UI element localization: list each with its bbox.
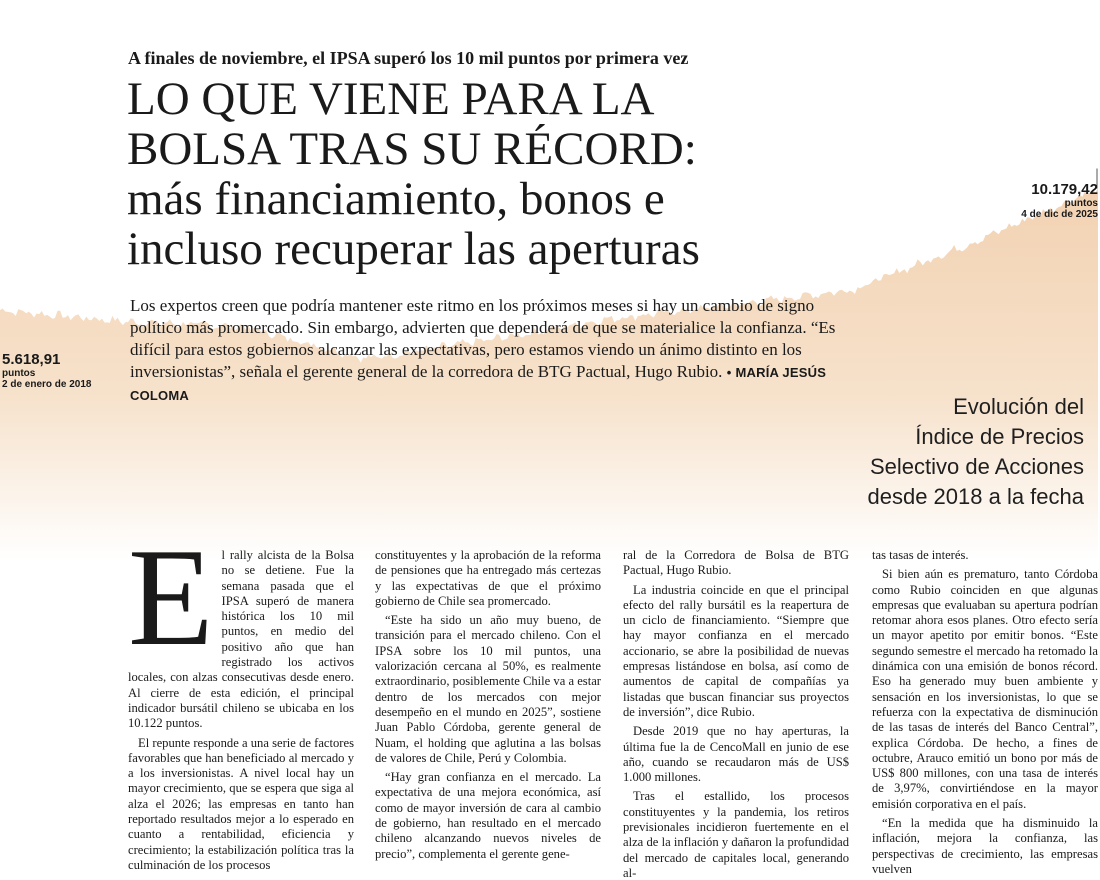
body-paragraph: tas tasas de interés. bbox=[872, 548, 969, 562]
body-paragraph: ral de la Corredora de Bolsa de BTG Pactual, Hugo Rubio. bbox=[623, 548, 849, 578]
body-column-4 bbox=[872, 548, 1098, 880]
chart-title-line-3: Selectivo de Acciones bbox=[869, 454, 1084, 479]
body-paragraph: El repunte responde a una serie de factores favorables que han beneficiado al mercado y a los inversionistas. A nivel local hay un mayor crecimiento, que se espera que siga al alza el 2026; las empresas en tanto han reportado resultados mejor a lo esperado en cuanto a rentabilidad, eficiencia y crecimiento; la estabilización política tras la culminación de los procesos bbox=[128, 735, 354, 872]
body-paragraph: constituyentes y la aprobación de la reforma de pensiones que ha entregado más certezas y las expectativas de que el próximo gobierno de Chile sea promercado. bbox=[375, 548, 601, 608]
end-unit: puntos bbox=[1064, 198, 1098, 209]
headline-line-1: LO QUE VIENE PARA LA bbox=[127, 73, 655, 125]
body-paragraph: “Este ha sido un año muy bueno, de transición para el mercado chileno. Con el IPSA sobre los 10 mil puntos, una valorización cercana al 50%, es realmente extraordinario, posiblemente Chile va a estar dentro de los mercados con mejor desempeño en el mundo en 2025”, sostiene Juan Pablo Córdoba, gerente general de Nuam, el holding que aglutina a las bolsas de valores de Chile, Perú y Colombia. bbox=[375, 613, 601, 765]
chart-title bbox=[784, 392, 1084, 512]
headline-line-3: más financiamiento, bonos e bbox=[127, 173, 665, 225]
start-date: 2 de enero de 2018 bbox=[2, 379, 92, 390]
end-date: 4 de dic de 2025 bbox=[1021, 209, 1098, 220]
drop-cap: E bbox=[128, 548, 214, 675]
body-column-1 bbox=[128, 548, 354, 880]
lead-text: Los expertos creen que podría mantener este ritmo en los próximos meses si hay un cambio de signo político más promercado. Sin embargo, advierten que dependerá de que se materialice la confianza. “Es difícil para estos gobiernos alcanzar las expectativas, pero estamos viendo un ánimo distinto en los inversionistas”, señala el gerente general de la corredora de BTG Pactual, Hugo Rubio. bbox=[130, 296, 836, 381]
chart-title-line-1: Evolución del bbox=[953, 394, 1084, 419]
headline-line-4: incluso recuperar las aperturas bbox=[127, 223, 700, 275]
body-paragraph: Desde 2019 que no hay aperturas, la última fue la de CencoMall en junio de ese año, cuando se recaudaron más de US$ 1.000 millones. bbox=[623, 724, 849, 785]
body-paragraph: “Hay gran confianza en el mercado. La expectativa de una mejora económica, así como de mayor inversión de cara al cambio de gobierno, han resultado en el mercado chileno alcanzando nuevos niveles de precio”, complementa el gerente gene- bbox=[375, 770, 601, 861]
body-paragraph: Si bien aún es prematuro, tanto Córdoba como Rubio coinciden en que algunas empresas que evaluaban su apertura podrían retomar ahora esos planes. Otro efecto sería un mayor apetito por emitir bonos. “Este segundo semestre el mercado ha retomado la dinámica con una emisión de bonos récord. Eso ha generado muy buen ambiente y sensación en los inversionistas, lo que se refuerza con la expectativa de disminución de las tasas de interés del Banco Central”, explica Córdoba. De hecho, a fines de octubre, Arauco emitió un bono por más de US$ 800 millones, con una tasa de interés de 3,97%, convirtiéndose en la mayor emisión corporativa en el país. bbox=[872, 567, 1098, 811]
chart-start-label bbox=[2, 352, 92, 390]
lead-paragraph bbox=[130, 295, 842, 407]
chart-title-line-2: Índice de Precios bbox=[915, 424, 1084, 449]
chart-end-label bbox=[1021, 182, 1098, 220]
chart-title-line-4: desde 2018 a la fecha bbox=[867, 484, 1084, 509]
body-paragraph: “En la medida que ha disminuido la inflación, mejora la confianza, las perspectivas de crecimiento, las empresas vuelven bbox=[872, 816, 1098, 876]
article-body bbox=[128, 548, 1100, 880]
start-unit: puntos bbox=[2, 368, 36, 379]
start-value: 5.618,91 bbox=[2, 351, 61, 368]
end-value: 10.179,42 bbox=[1031, 181, 1098, 198]
byline-bullet: • bbox=[726, 365, 732, 380]
body-paragraph: La industria coincide en que el principal efecto del rally bursátil es la reapertura de un ciclo de financiamiento. “Siempre que hay mayor confianza en el mercado accionario, se abre la posibilidad de nuevas empresas listándose en bolsa, así como de aumentos de capital de compañías ya listadas que buscan financiar sus proyectos de inversión”, dice Rubio. bbox=[623, 582, 849, 719]
body-column-3 bbox=[623, 548, 849, 880]
kicker: A finales de noviembre, el IPSA superó los 10 mil puntos por primera vez bbox=[128, 48, 689, 68]
body-paragraph: Tras el estallido, los procesos constituyentes y la pandemia, los retiros previsionales incidieron fuertemente en el alza de la inflación y dañaron la profundidad del mercado de capitales local, generando al- bbox=[623, 789, 849, 880]
body-column-2 bbox=[375, 548, 601, 880]
headline bbox=[127, 74, 847, 274]
body-paragraph: l rally alcista de la Bolsa no se detiene. Fue la semana pasada que el IPSA superó de manera histórica los 10 mil puntos, en medio del positivo año que han registrado los activos locales, con alzas consecutivas desde enero. Al cierre de esta edición, el principal indicador bursátil chileno se ubicaba en los 10.122 puntos. bbox=[128, 548, 354, 731]
headline-line-2: BOLSA TRAS SU RÉCORD: bbox=[127, 123, 697, 175]
byline-author: MARÍA JESÚS COLOMA bbox=[130, 365, 827, 403]
